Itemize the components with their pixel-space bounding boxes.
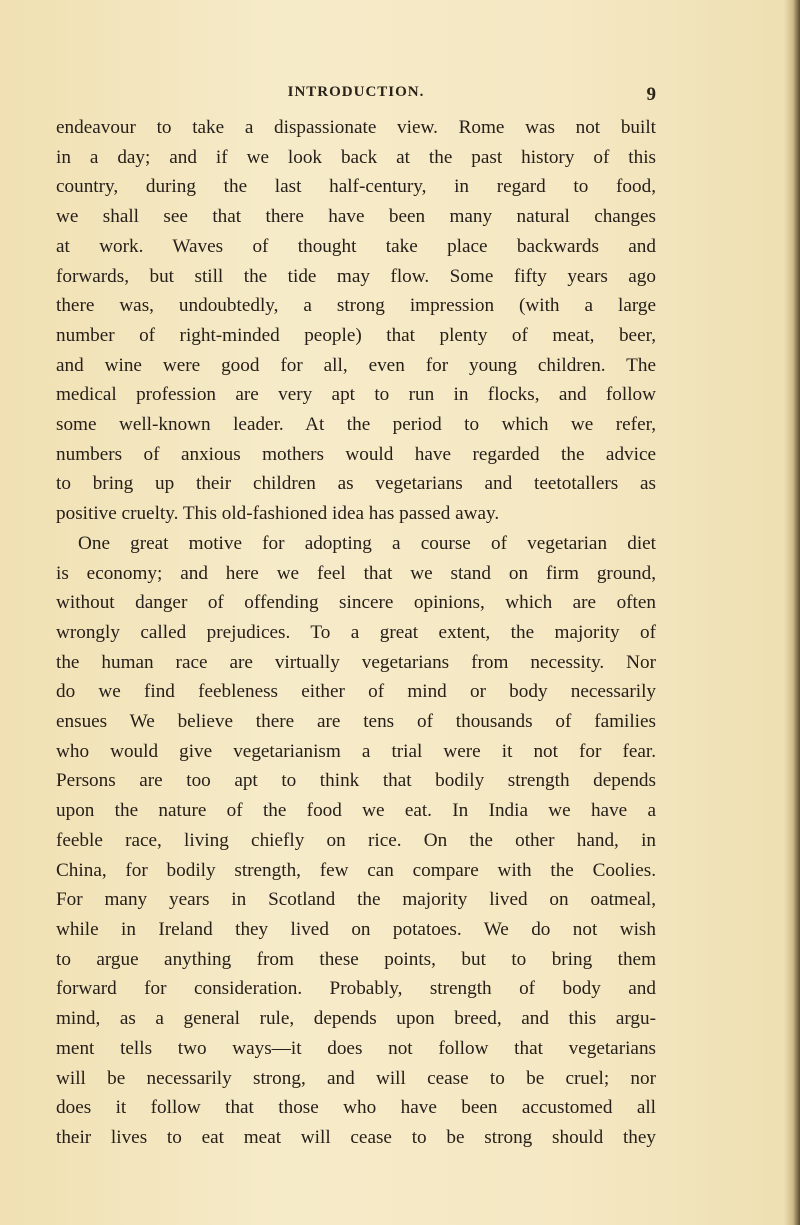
text-line: One great motive for adopting a course of vegetarian diet <box>78 532 656 554</box>
text-line: numbers of anxious mothers would have regarded the advice <box>56 443 656 465</box>
text-line: will be necessarily strong, and will cease to be cruel; nor <box>56 1067 656 1089</box>
running-head: INTRODUCTION. <box>287 84 425 100</box>
text-line: feeble race, living chiefly on rice. On the other hand, in <box>56 829 656 851</box>
text-line: to argue anything from these points, but to bring them <box>56 948 656 970</box>
text-line: ensues We believe there are tens of thousands of families <box>56 711 656 733</box>
body-text <box>56 113 656 1153</box>
text-line: does it follow that those who have been accustomed all <box>56 1097 656 1119</box>
text-line: their lives to eat meat will cease to be strong should they <box>56 1126 656 1148</box>
text-line: at work. Waves of thought take place backwards and <box>56 235 656 257</box>
text-line: is economy; and here we feel that we stand on firm ground, <box>56 562 656 584</box>
text-line: country, during the last half-century, in regard to food, <box>56 176 656 198</box>
page-number: 9 <box>646 84 656 105</box>
text-line: forwards, but still the tide may flow. Some fifty years ago <box>56 265 656 287</box>
page-header <box>56 84 656 106</box>
text-line: to bring up their children as vegetarians and teetotallers as <box>56 473 656 495</box>
text-line: there was, undoubtedly, a strong impression (with a large <box>56 295 656 317</box>
page-edge-shadow <box>784 0 800 1225</box>
text-line: and wine were good for all, even for young children. The <box>56 354 656 376</box>
text-line: medical profession are very apt to run in flocks, and follow <box>56 384 656 406</box>
text-line: endeavour to take a dispassionate view. Rome was not built <box>56 117 656 138</box>
text-line: China, for bodily strength, few can compare with the Coolies. <box>56 859 656 881</box>
text-line: do we find feebleness either of mind or body necessarily <box>56 681 656 703</box>
text-line: in a day; and if we look back at the past history of this <box>56 146 656 168</box>
text-line: some well-known leader. At the period to which we refer, <box>56 414 656 436</box>
text-line: For many years in Scotland the majority lived on oatmeal, <box>56 889 656 911</box>
text-line: ment tells two ways—it does not follow that vegetarians <box>56 1037 656 1059</box>
text-line: forward for consideration. Probably, strength of body and <box>56 978 656 1000</box>
text-line: we shall see that there have been many natural changes <box>56 206 656 228</box>
text-line: number of right-minded people) that plenty of meat, beer, <box>56 324 656 346</box>
text-line: who would give vegetarianism a trial were it not for fear. <box>56 740 656 762</box>
text-line: Persons are too apt to think that bodily strength depends <box>56 770 656 792</box>
text-line: positive cruelty. This old-fashioned idea has passed away. <box>56 503 500 525</box>
text-line: mind, as a general rule, depends upon breed, and this argu- <box>56 1008 656 1030</box>
text-line: the human race are virtually vegetarians from necessity. Nor <box>56 651 656 673</box>
text-line: while in Ireland they lived on potatoes. We do not wish <box>56 918 656 940</box>
text-line: wrongly called prejudices. To a great extent, the majority of <box>56 621 656 643</box>
text-line: upon the nature of the food we eat. In India we have a <box>56 800 656 822</box>
text-line: without danger of offending sincere opinions, which are often <box>56 592 656 614</box>
